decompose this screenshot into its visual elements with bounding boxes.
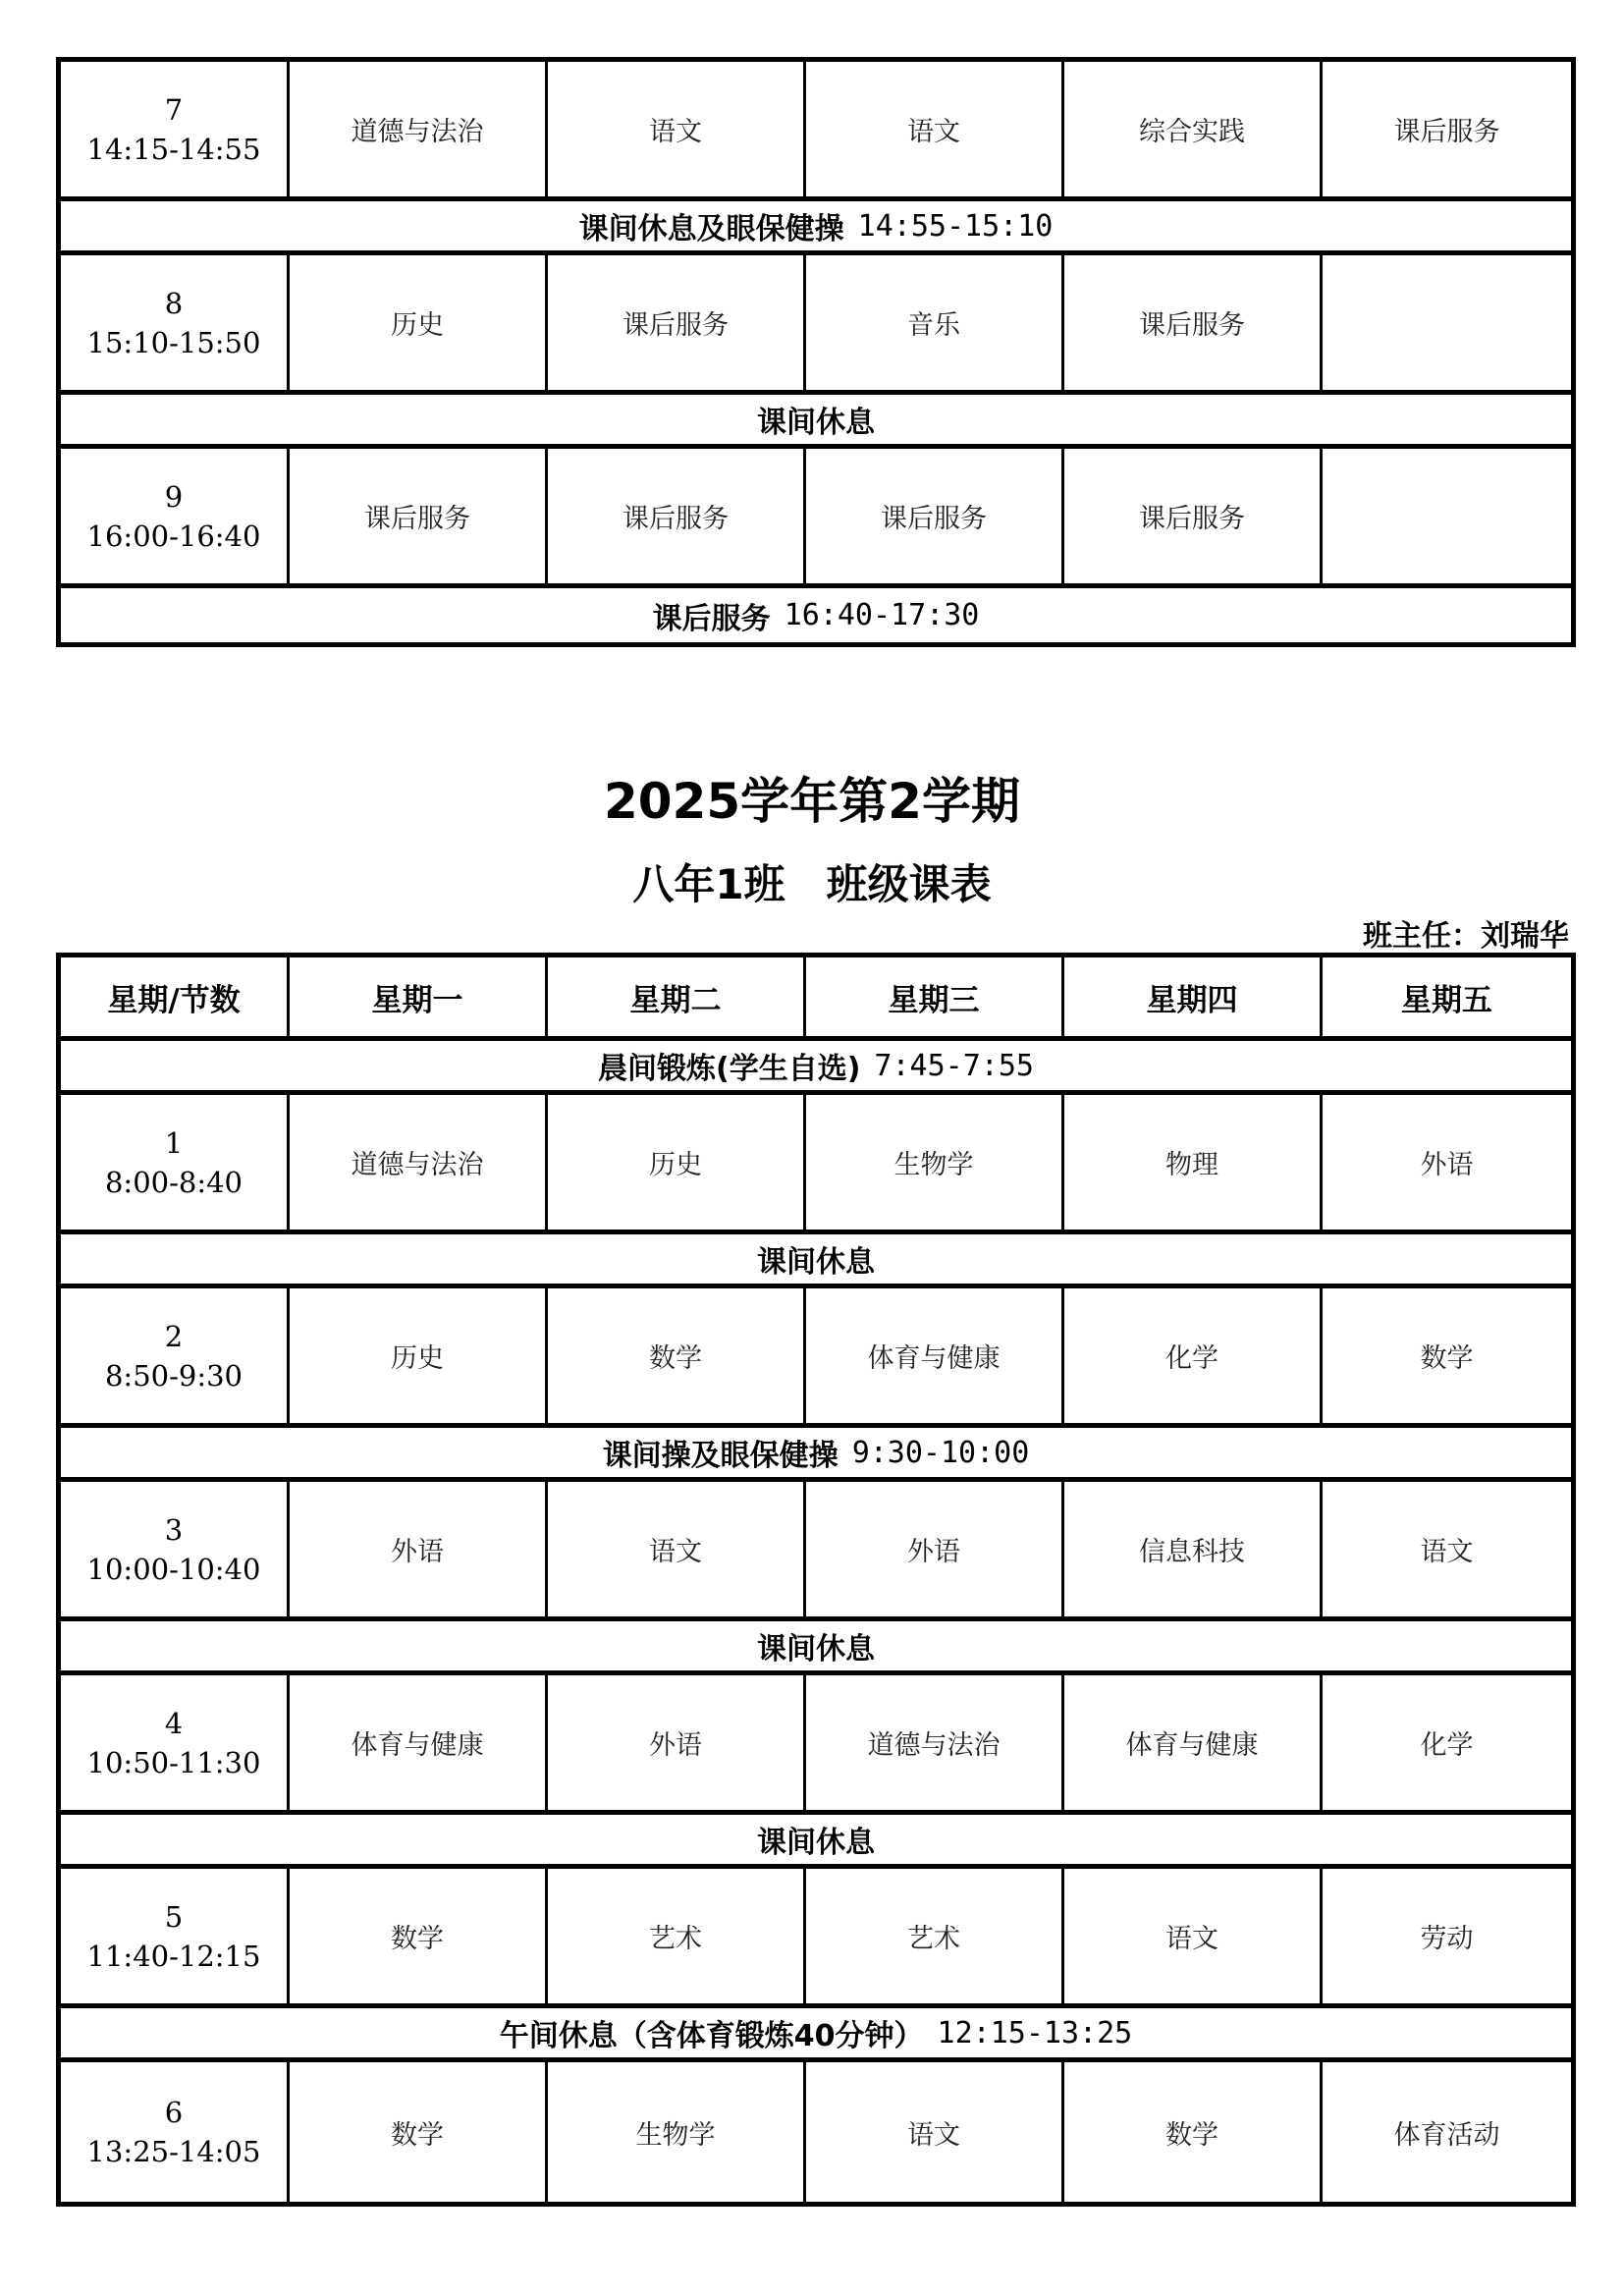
period-time: 8:50-9:30 bbox=[104, 1358, 244, 1393]
subject-cell: 历史 bbox=[548, 1095, 806, 1230]
subject-cell: 体育与健康 bbox=[806, 1288, 1064, 1423]
break-row bbox=[61, 1428, 1571, 1482]
period-number: 1 bbox=[164, 1125, 184, 1160]
period-number: 9 bbox=[164, 479, 184, 514]
subject-cell: 课后服务 bbox=[548, 449, 806, 583]
break-label: 课后服务 bbox=[652, 601, 771, 636]
table-row-period-1 bbox=[61, 1095, 1571, 1234]
subject-cell: 劳动 bbox=[1420, 1924, 1474, 1954]
period-cell bbox=[61, 449, 290, 583]
break-label: 课间休息 bbox=[757, 1632, 875, 1667]
break-row bbox=[61, 1041, 1571, 1095]
after-school-row bbox=[61, 588, 1571, 642]
page-title: 2025学年第2学期 bbox=[604, 773, 1020, 830]
period-time: 10:00-10:40 bbox=[86, 1552, 261, 1586]
table-row-period-4 bbox=[61, 1675, 1571, 1815]
period-cell bbox=[61, 1869, 290, 2003]
period-cell bbox=[61, 255, 290, 390]
subject-cell: 历史 bbox=[290, 255, 548, 390]
subject-cell bbox=[1323, 449, 1571, 583]
table-row-period-7 bbox=[61, 62, 1571, 201]
break-label: 课间休息及眼保健操 bbox=[578, 212, 844, 246]
subject-cell: 数学 bbox=[548, 1288, 806, 1423]
column-header: 星期四 bbox=[1064, 957, 1323, 1036]
subject-cell: 语文 bbox=[1420, 1537, 1474, 1567]
homeroom-teacher: 班主任：刘瑞华 bbox=[1363, 919, 1569, 954]
subject-cell: 课后服务 bbox=[1064, 255, 1323, 390]
subject-cell: 综合实践 bbox=[1064, 62, 1323, 196]
subject-cell: 信息科技 bbox=[1064, 1482, 1323, 1616]
period-number: 6 bbox=[164, 2096, 184, 2129]
period-cell bbox=[61, 1675, 290, 1810]
subject-cell: 历史 bbox=[290, 1288, 548, 1423]
subject-cell: 语文 bbox=[1064, 1869, 1323, 2003]
break-row bbox=[61, 1621, 1571, 1675]
period-time: 8:00-8:40 bbox=[104, 1165, 244, 1199]
subject-cell: 课后服务 bbox=[806, 449, 1064, 583]
break-time: 14:55-15:10 bbox=[857, 208, 1054, 244]
lunch-break-row bbox=[61, 2008, 1571, 2062]
subject-cell: 外语 bbox=[806, 1482, 1064, 1616]
subject-cell: 体育活动 bbox=[1393, 2119, 1500, 2151]
table-row-period-8 bbox=[61, 255, 1571, 395]
break-label: 课间休息 bbox=[757, 1245, 875, 1280]
page-subtitle: 八年1班 班级课表 bbox=[632, 860, 992, 908]
break-label: 课间休息 bbox=[757, 406, 875, 440]
class-timetable bbox=[56, 953, 1576, 2207]
period-number: 2 bbox=[164, 1319, 184, 1353]
subject-cell: 道德与法治 bbox=[806, 1675, 1064, 1810]
subject-cell: 外语 bbox=[1420, 1150, 1474, 1180]
period-number: 8 bbox=[164, 286, 184, 320]
subject-cell: 艺术 bbox=[806, 1869, 1064, 2003]
period-cell bbox=[61, 1482, 290, 1616]
break-row bbox=[61, 1815, 1571, 1869]
period-number: 3 bbox=[164, 1512, 184, 1547]
subject-cell: 课后服务 bbox=[1393, 117, 1500, 147]
subject-cell: 数学 bbox=[290, 2062, 548, 2202]
period-cell bbox=[61, 2062, 290, 2202]
subject-cell: 数学 bbox=[290, 1869, 548, 2003]
break-time: 7:45-7:55 bbox=[874, 1048, 1034, 1083]
break-label: 午间休息（含体育锻炼40分钟） bbox=[499, 2019, 924, 2053]
period-number: 5 bbox=[164, 1899, 184, 1934]
break-label: 课间操及眼保健操 bbox=[602, 1439, 839, 1473]
break-time: 12:15-13:25 bbox=[937, 2015, 1133, 2050]
subject-cell: 生物学 bbox=[548, 2062, 806, 2202]
table-row-period-2 bbox=[61, 1288, 1571, 1428]
subject-cell: 化学 bbox=[1420, 1730, 1474, 1761]
period-cell bbox=[61, 1288, 290, 1423]
break-label: 晨间锻炼(学生自选) bbox=[598, 1052, 861, 1086]
table-row-period-5 bbox=[61, 1869, 1571, 2008]
subject-cell: 道德与法治 bbox=[290, 62, 548, 196]
previous-timetable-continuation bbox=[56, 57, 1576, 647]
period-time: 10:50-11:30 bbox=[86, 1745, 261, 1779]
subject-cell: 艺术 bbox=[548, 1869, 806, 2003]
break-row bbox=[61, 1234, 1571, 1288]
period-time: 15:10-15:50 bbox=[86, 325, 261, 359]
subject-cell: 化学 bbox=[1064, 1288, 1323, 1423]
period-time: 13:25-14:05 bbox=[86, 2135, 261, 2168]
subject-cell: 语文 bbox=[806, 62, 1064, 196]
subject-cell: 体育与健康 bbox=[1064, 1675, 1323, 1810]
subject-cell: 外语 bbox=[290, 1482, 548, 1616]
table-row-period-9 bbox=[61, 449, 1571, 588]
subject-cell: 课后服务 bbox=[1064, 449, 1323, 583]
period-time: 14:15-14:55 bbox=[86, 132, 261, 166]
subject-cell: 数学 bbox=[1420, 1343, 1474, 1374]
subject-cell: 课后服务 bbox=[290, 449, 548, 583]
subject-cell: 体育与健康 bbox=[290, 1675, 548, 1810]
table-header-row bbox=[61, 957, 1571, 1041]
column-header: 星期五 bbox=[1401, 982, 1492, 1018]
subject-cell: 课后服务 bbox=[548, 255, 806, 390]
subject-cell: 音乐 bbox=[806, 255, 1064, 390]
break-label: 课间休息 bbox=[757, 1826, 875, 1860]
column-header: 星期二 bbox=[548, 957, 806, 1036]
break-time: 9:30-10:00 bbox=[851, 1435, 1030, 1470]
table-row-period-6 bbox=[61, 2062, 1571, 2202]
subject-cell: 语文 bbox=[548, 62, 806, 196]
column-header: 星期/节数 bbox=[61, 957, 290, 1036]
subject-cell: 外语 bbox=[548, 1675, 806, 1810]
period-time: 11:40-12:15 bbox=[86, 1939, 261, 1973]
column-header: 星期三 bbox=[806, 957, 1064, 1036]
break-time: 16:40-17:30 bbox=[784, 598, 980, 632]
table-row-period-3 bbox=[61, 1482, 1571, 1621]
subject-cell: 数学 bbox=[1064, 2062, 1323, 2202]
period-cell bbox=[61, 1095, 290, 1230]
break-row bbox=[61, 201, 1571, 255]
column-header: 星期一 bbox=[290, 957, 548, 1036]
subject-cell: 语文 bbox=[548, 1482, 806, 1616]
period-time: 16:00-16:40 bbox=[86, 519, 261, 553]
period-cell bbox=[61, 62, 290, 196]
break-row bbox=[61, 395, 1571, 449]
period-number: 7 bbox=[164, 92, 184, 127]
subject-cell bbox=[1323, 255, 1571, 390]
subject-cell: 物理 bbox=[1064, 1095, 1323, 1230]
subject-cell: 生物学 bbox=[806, 1095, 1064, 1230]
subject-cell: 语文 bbox=[806, 2062, 1064, 2202]
period-number: 4 bbox=[164, 1706, 184, 1740]
subject-cell: 道德与法治 bbox=[290, 1095, 548, 1230]
